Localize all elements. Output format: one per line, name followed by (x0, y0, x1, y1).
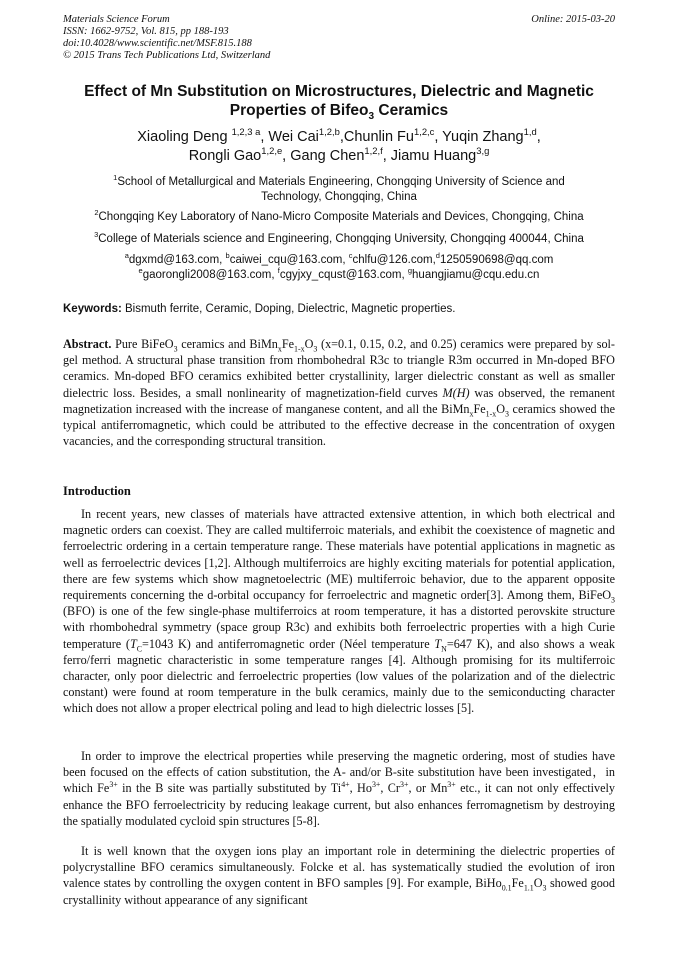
email-marker: d (435, 251, 440, 261)
body-text: =647 K), and also shows a weak ferro/ferri magnetic characteristic in some temperature ranges [4]. Although promising for its multiferroic character, only poor dielectric and ferroelectric properties (low values of the polarization and of the dielectric constant) were found at room temperature in the bulk ceramics, mainly due to the semiconducting character which does not allow a proper electrical poling and lead to high dielectric losses [5]. (63, 636, 615, 716)
title-text-end: Ceramics (374, 102, 449, 119)
paper-title (63, 82, 615, 123)
abstract-text: ceramics showed the typical antiferromagnetic, which could be attributed to the effective decrease in the concentration of oxygen vacancies, and the corresponding structural transition. (63, 401, 615, 449)
affiliation-1 (63, 175, 615, 205)
intro-paragraph-2 (63, 748, 615, 829)
affil-marker: 3 (94, 230, 99, 240)
subscript: 1.1 (523, 883, 534, 893)
affiliation-2 (63, 210, 615, 225)
affil-text: College of Materials science and Engineering, Chongqing University, Chongqing 400044, China (98, 233, 584, 245)
body-text: in the B site was partially substituted by Ti (117, 781, 342, 796)
body-text: It is well known that the oxygen ions play an important role in determining the dielectric properties of polycrystalline BFO ceramics simultaneously. Folcke et al. has systematically studied the evolution of iron valence states by controlling the oxygen content in BFO samples [9]. For example, BiHo (63, 844, 615, 891)
author-affil-marker: 1,d (523, 126, 537, 138)
issn-line: ISSN: 1662-9752, Vol. 815, pp 188-193 (63, 26, 229, 37)
affil-text: School of Metallurgical and Materials Engineering, Chongqing University of Science and (117, 176, 565, 188)
journal-header (63, 14, 615, 62)
author-list (63, 128, 615, 166)
journal-name: Materials Science Forum (63, 14, 170, 25)
subscript: 1-x (485, 409, 497, 419)
keywords-text: Bismuth ferrite, Ceramic, Doping, Dielectric, Magnetic properties. (121, 303, 456, 315)
subscript: x (469, 409, 474, 419)
superscript: 3+ (447, 780, 456, 790)
abstract-text: (x=0.1, 0.15, 0.2, and 0.25) ceramics were prepared by sol-gel method. A structural phase transition from rhombohedral R3c to triangle R3m occurred in Mn-doped BFO ceramics. Mn-doped BFO ceramics exhibited better crystallinity, larger dielectric constant as well as smaller dielectric loss. Besides, a small nonlinearity of magnetization-field curves (63, 337, 615, 400)
body-text: showed good crystallinity without appearance of any significant (63, 876, 615, 907)
body-text: , or Mn (408, 781, 448, 796)
author-affil-marker: 1,2,b (318, 126, 340, 138)
superscript: 3+ (109, 780, 118, 790)
email-list (63, 253, 615, 283)
email-marker: c (348, 251, 353, 261)
author-name: Rongli Gao (188, 148, 262, 164)
body-text: (BFO) is one of the few single-phase multiferroics at room temperature, it has a distorted perovskite structure with rhombohedral symmetry (space group R3c) and exhibits both ferroelectric properties with a high Curie temperature ( (63, 604, 615, 651)
body-text: O (533, 876, 543, 891)
section-heading-introduction: Introduction (63, 484, 131, 498)
author-affil-marker: 3,g (476, 145, 490, 157)
email-link[interactable]: 1250590698@qq.com (439, 254, 554, 266)
abstract (63, 336, 615, 449)
subscript: N (441, 644, 447, 654)
author-line-2 (63, 147, 615, 166)
affil-text-cont: Technology, Chongqing, China (261, 191, 417, 203)
email-marker: a (124, 251, 129, 261)
title-subscript: 3 (368, 111, 375, 123)
title-line-1: Effect of Mn Substitution on Microstructures, Dielectric and Magnetic (84, 83, 594, 100)
affil-marker: 2 (94, 208, 99, 218)
math-italic: T (129, 636, 137, 651)
abstract-text: O (304, 337, 314, 351)
title-line-2 (63, 101, 615, 123)
author-affil-marker: 1,2,e (261, 145, 283, 157)
subscript: C (136, 644, 143, 654)
body-text: etc., it can not only effectively enhance the BFO ferroelectricity by reducing leakage current, but also enhances ferromagnetism by destroying the spatially modulated cycloid spin structures [5-8]. (63, 781, 616, 828)
superscript: 4+ (341, 780, 350, 790)
doi-line: doi:10.4028/www.scientific.net/MSF.815.188 (63, 38, 252, 49)
subscript: 1-x (294, 344, 305, 354)
body-text: In order to improve the electrical properties while preserving the magnetic ordering, most of studies have been focused on the effects of cation substitution, the A- and/or B-site substitution have been investigated，in which Fe (63, 749, 615, 796)
online-date: Online: 2015-03-20 (531, 14, 615, 25)
email-marker: g (407, 266, 413, 276)
author-name: , Jiamu Huang (382, 148, 477, 164)
math-italic: T (434, 636, 442, 651)
email-link[interactable]: huangjiamu@cqu.edu.cn (412, 269, 540, 281)
abstract-text: ceramics and BiMn (177, 337, 278, 351)
email-link[interactable]: gaorongli2008@163.com, (142, 269, 278, 281)
superscript: 3+ (400, 780, 409, 790)
copyright-line: © 2015 Trans Tech Publications Ltd, Switzerland (63, 50, 271, 61)
email-marker: f (277, 266, 280, 276)
keywords-label: Keywords: (63, 303, 122, 315)
subscript: 3 (173, 344, 178, 354)
body-text: Fe (511, 876, 524, 891)
author-affil-marker: 1,2,c (413, 126, 435, 138)
email-marker: e (138, 266, 143, 276)
subscript: 3 (542, 883, 547, 893)
abstract-text: Pure BiFeO (111, 337, 174, 351)
abstract-text: Fe (281, 337, 295, 351)
author-name: ,Chunlin Fu (339, 129, 414, 145)
author-separator: , (536, 129, 541, 145)
affiliation-3 (63, 232, 615, 247)
intro-paragraph-3 (63, 843, 615, 908)
subscript: x (277, 344, 282, 354)
author-name: , Wei Cai (260, 129, 319, 145)
author-name: Xiaoling Deng (137, 129, 232, 145)
abstract-text: was observed, the remanent magnetization increased with the increase of manganese content, and all the BiMn (63, 385, 615, 416)
subscript: 3 (313, 344, 318, 354)
email-marker: b (225, 251, 230, 261)
intro-paragraph-1 (63, 506, 615, 717)
email-link[interactable]: chlfu@126.com, (352, 254, 436, 266)
abstract-label: Abstract. (63, 337, 112, 351)
superscript: 3+ (371, 780, 381, 790)
title-text: Properties of Bifeo (229, 102, 369, 119)
abstract-text: Fe (473, 401, 486, 416)
author-name: , Yuqin Zhang (434, 129, 524, 145)
body-text: In recent years, new classes of materials have attracted extensive attention, in which both electrical and magnetic orders can coexist. They are called multiferroic materials, and exhibit the coexistence of magnetic and ferroelectric ordering in a certain temperature range. These materials have potential applications in magnetic as well as ferroelectric devices [1,2]. Although multiferroics are highly exciting materials for potential application, there are few systems which show magnetoelectric (ME) multiferroic behavior, due to the apparent opposite requirements concerning the d-orbital occupancy for ferroelectric and magnetic order[3]. Among them, BiFeO (63, 507, 615, 603)
subscript: 0.1 (501, 883, 512, 893)
author-name: , Gang Chen (282, 148, 365, 164)
author-affil-marker: 1,2,3 a (231, 126, 261, 138)
email-link[interactable]: cgyjxy_cqust@163.com, (279, 269, 408, 281)
email-link[interactable]: dgxmd@163.com, (128, 254, 226, 266)
author-line-1 (63, 128, 615, 147)
subscript: 3 (611, 595, 615, 605)
keywords (63, 303, 615, 315)
subscript: 3 (505, 409, 510, 419)
math-italic: M(H) (442, 385, 470, 400)
affil-marker: 1 (113, 173, 118, 183)
body-text: =1043 K) and antiferromagnetic order (Néel temperature (142, 636, 435, 651)
body-text: , Cr (380, 781, 400, 796)
author-affil-marker: 1,2,f (364, 145, 383, 157)
abstract-text: O (496, 401, 506, 416)
email-link[interactable]: caiwei_cqu@163.com, (229, 254, 349, 266)
affil-text: Chongqing Key Laboratory of Nano-Micro Composite Materials and Devices, Chongqing, China (98, 211, 584, 223)
body-text: , Ho (349, 781, 372, 796)
